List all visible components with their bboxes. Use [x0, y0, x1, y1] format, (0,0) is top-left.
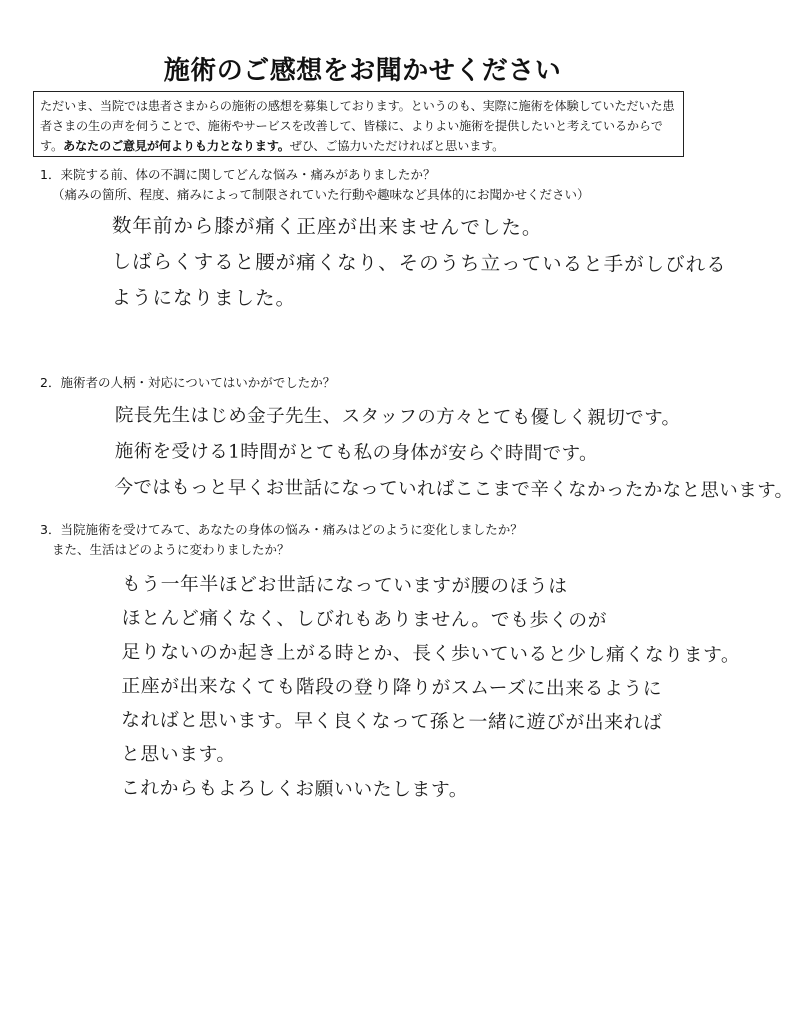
intro-bold-text: あなたのご意見が何よりも力となります。: [63, 139, 290, 153]
answer-line: ようになりました。: [111, 285, 297, 310]
answer-line: 正座が出来なくても階段の登り降りがスムーズに出来るように: [121, 675, 663, 700]
answer-line: なればと思います。早く良くなって孫と一緒に遊びが出来れば: [121, 709, 663, 734]
question-3-sub: また、生活はどのように変わりましたか？: [52, 542, 290, 557]
answer-line: 数年前から膝が痛く正座が出来ませんでした。: [111, 213, 543, 240]
intro-box: [33, 91, 684, 157]
answer-line: これからもよろしくお願いいたします。: [120, 777, 469, 801]
answer-1: [111, 208, 727, 319]
answer-line: 今ではもっと早くお世話になっていればここまで辛くなかったかなと思います。: [114, 476, 794, 502]
answer-line: と思います。: [120, 743, 236, 766]
answer-line: 施術を受ける1時間がとても私の身体が安らぐ時間です。: [114, 440, 598, 465]
intro-closing-text: ぜひ、ご協力いただければと思います。: [289, 139, 505, 153]
question-1-sub: （痛みの箇所、程度、痛みによって制限されていた行動や趣味など具体的にお聞かせください）: [52, 187, 590, 202]
question-1-label: 1．来院する前、体の不調に関してどんな悩み・痛みがありましたか？: [40, 167, 436, 182]
question-3: [40, 520, 523, 560]
answer-line: もう一年半ほどお世話になっていますが腰のほうは: [121, 573, 568, 598]
question-1: [40, 165, 590, 205]
answer-2: [114, 398, 793, 510]
question-3-label: 3．当院施術を受けてみて、あなたの身体の悩み・痛みはどのように変化しましたか？: [40, 522, 523, 537]
page-title: 施術のご感想をお聞かせください: [163, 56, 562, 86]
question-2: [40, 373, 335, 393]
answer-line: しばらくすると腰が痛くなり、そのうち立っていると手がしびれる: [111, 249, 727, 277]
answer-line: ほとんど痛くなく、しびれもありません。でも歩くのが: [121, 607, 608, 632]
answer-line: 足りないのか起き上がる時とか、長く歩いていると少し痛くなります。: [121, 641, 741, 667]
intro-text: ただいま、当院では患者さまからの施術の感想を募集しております。というのも、実際に施術を体験していただいた患者さまの生の声を伺うことで、施術やサービスを改善して、皆様に、よりよい施術を提供したいと考えているからです。: [40, 99, 675, 153]
answer-line: 院長先生はじめ金子先生、スタッフの方々とても優しく親切です。: [114, 404, 681, 429]
answer-3: [121, 568, 741, 809]
question-2-label: 2．施術者の人柄・対応についてはいかがでしたか？: [40, 375, 336, 390]
